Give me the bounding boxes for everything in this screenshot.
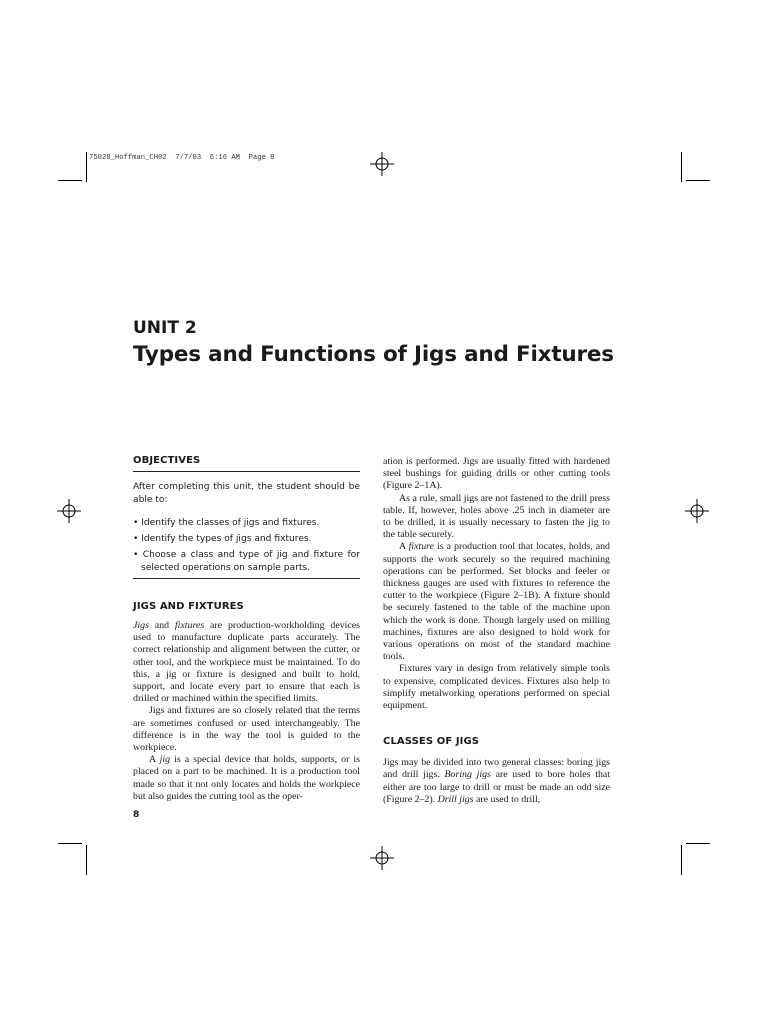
jigs-fixtures-paragraph-1: Jigs and fixtures are production-workholding devices used to manufacture duplicate parts accurately. The correct relationship and alignment between the cutter, or other tool, and the workpiece must be maintained. To do this, a jig or fixture is designed and built to hold, support, and locate every part to ensure that each is drilled or machined within the specified limits. <box>133 620 360 705</box>
right-paragraph-2: As a rule, small jigs are not fastened to the drill press table. If, however, holes above .25 inch in diameter are to be drilled, it is usually necessary to fasten the jig to the table securely. <box>383 492 610 541</box>
objective-item: • Identify the classes of jigs and fixtures. <box>133 518 320 528</box>
crop-mark-bottom-left-vertical <box>86 845 87 875</box>
crop-mark-bottom-left-horizontal <box>58 843 82 844</box>
registration-mark-top-icon <box>370 152 394 176</box>
crop-mark-top-left-vertical <box>86 152 87 182</box>
registration-mark-left-icon <box>57 499 81 523</box>
objectives-list <box>133 517 360 575</box>
crop-mark-top-right-vertical <box>681 152 682 182</box>
objectives-end-rule <box>133 578 360 579</box>
right-paragraph-4: Fixtures vary in design from relatively simple tools to expensive, complicated devices. Fixtures also help to simplify metalworking operations performed on special equipment. <box>383 663 610 712</box>
registration-mark-bottom-icon <box>370 846 394 870</box>
right-paragraph-3: A fixture is a production tool that locates, holds, and supports the work securely so the required machining operations can be performed. Set blocks and feeler or thickness gauges are used with fixtures to reference the cutter to the workpiece (Figure 2–1B). A fixture should be securely fastened to the table of the machine upon which the work is done. Though largely used on milling machines, fixtures are also designed to hold work for various operations on most of the standard machine tools. <box>383 541 610 663</box>
jigs-fixtures-heading: JIGS AND FIXTURES <box>133 601 244 612</box>
objectives-heading: OBJECTIVES <box>133 455 201 466</box>
objectives-rule <box>133 471 360 472</box>
page-title: Types and Functions of Jigs and Fixtures <box>133 342 614 367</box>
right-column <box>383 456 610 806</box>
classes-paragraph: Jigs may be divided into two general classes: boring jigs and drill jigs. Boring jigs are used to bore holes that either are too large to drill or must be made an odd size (Figure 2–2). Drill jigs are used to drill, <box>383 757 611 805</box>
registration-mark-right-icon <box>685 499 709 523</box>
print-slug: 75028_Hoffman_CH02 7/7/03 6:16 AM Page 8 <box>89 154 275 162</box>
objective-item: • Identify the types of jigs and fixtures. <box>133 534 312 544</box>
page-number: 8 <box>133 810 140 820</box>
crop-mark-top-right-horizontal <box>686 180 710 181</box>
jigs-fixtures-paragraph-2: Jigs and fixtures are so closely related that the terms are sometimes confused or used interchangeably. The difference is in the way the tool is guided to the workpiece. <box>133 705 360 754</box>
left-column <box>133 455 360 803</box>
right-paragraph-1: ation is performed. Jigs are usually fitted with hardened steel bushings for guiding drills or other cutting tools (Figure 2–1A). <box>383 456 610 492</box>
objective-item: • Choose a class and type of jig and fixture for selected operations on sample parts. <box>133 550 360 573</box>
crop-mark-top-left-horizontal <box>58 180 82 181</box>
classes-heading: CLASSES OF JIGS <box>383 736 480 748</box>
jigs-fixtures-paragraph-3: A jig is a special device that holds, supports, or is placed on a part to be machined. It is a production tool made so that it not only locates and holds the workpiece but also guides the cutting tool as the oper- <box>133 754 360 802</box>
objectives-intro: After completing this unit, the student should be able to: <box>133 482 360 505</box>
unit-label: UNIT 2 <box>133 318 197 338</box>
crop-mark-bottom-right-horizontal <box>686 843 710 844</box>
crop-mark-bottom-right-vertical <box>681 845 682 875</box>
